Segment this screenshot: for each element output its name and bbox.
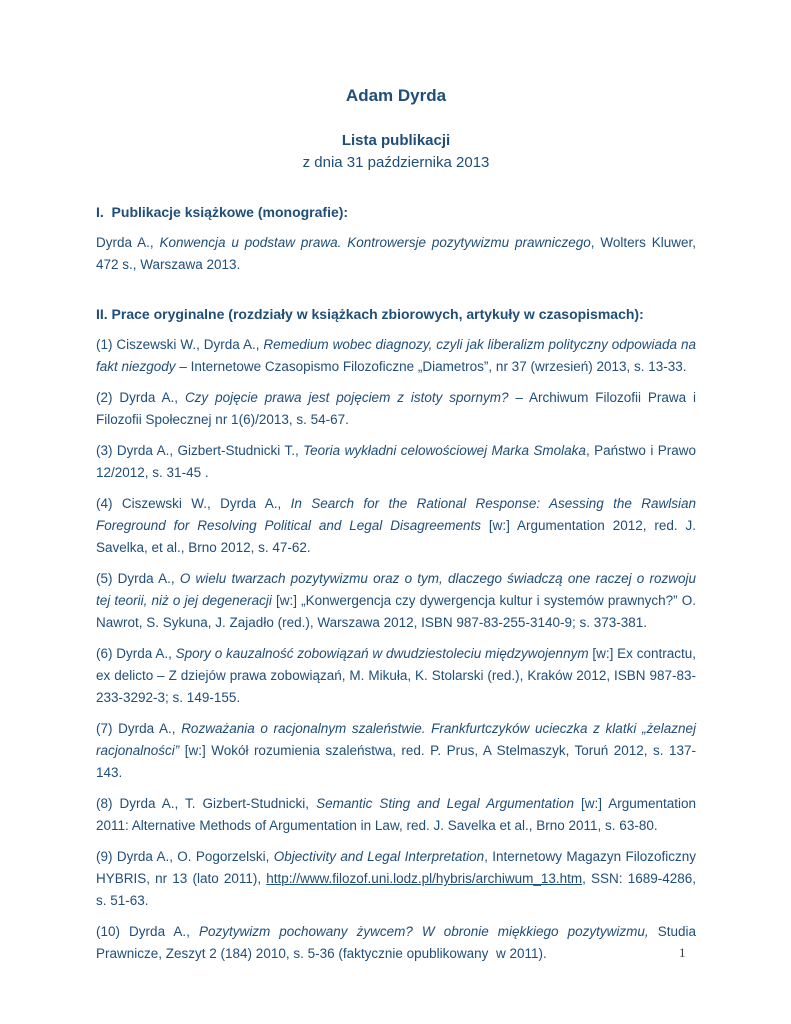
publication-text: [w:] Wokół rozumienia szaleństwa, red. P. Prus, A Stelmaszyk, Toruń 2012, s. 137-143. xyxy=(96,743,696,780)
section-heading: II. Prace oryginalne (rozdziały w książkach zbiorowych, artykuły w czasopismach): xyxy=(96,306,644,322)
publication-text: , Państwo i Prawo 12/2012, s. 31-45 . xyxy=(96,443,696,480)
publication-title: Rozważania o racjonalnym szaleństwie. Frankfurtczyków ucieczka z klatki „żelaznej racjonalności” xyxy=(96,721,696,758)
publication-title: Objectivity and Legal Interpretation xyxy=(273,849,485,864)
publication-text: (10) Dyrda A., xyxy=(96,924,199,939)
publication-text: (8) Dyrda A., T. Gizbert-Studnicki, xyxy=(96,796,317,811)
publication-item xyxy=(96,718,696,784)
publication-text: – Internetowe Czasopismo Filozoficzne „Diametros”, nr 37 (wrzesień) 2013, s. 13-33. xyxy=(175,359,687,374)
publication-text: (7) Dyrda A., xyxy=(96,721,182,736)
publication-text: (4) Ciszewski W., Dyrda A., xyxy=(96,496,291,511)
publication-title: Czy pojęcie prawa jest pojęciem z istoty spornym? xyxy=(184,390,509,405)
document-content xyxy=(96,86,696,965)
publication-item xyxy=(96,387,696,431)
document-date: z dnia 31 października 2013 xyxy=(302,154,490,171)
publication-title: Remedium wobec diagnozy, czyli jak liberalizm polityczny odpowiada na fakt niezgody xyxy=(96,337,697,374)
author-name: Adam Dyrda xyxy=(345,86,447,105)
publication-link[interactable]: http://www.filozof.uni.lodz.pl/hybris/archiwum_13.htm xyxy=(266,871,583,886)
publication-item xyxy=(96,493,696,559)
publication-text: , Internetowy Magazyn Filozoficzny HYBRIS, nr 13 (lato 2011), xyxy=(96,849,696,886)
publication-text: [w:] Ex contractu, ex delicto – Z dziejów prawa zobowiązań, M. Mikuła, K. Stolarski (red.), Kraków 2012, ISBN 987-83-233-3292-3; s. 149-155. xyxy=(96,646,696,705)
publication-text: Dyrda A., xyxy=(96,235,160,250)
publication-title: Konwencja u podstaw prawa. Kontrowersje pozytywizmu prawniczego xyxy=(159,235,591,250)
publication-text: , Wolters Kluwer, 472 s., Warszawa 2013. xyxy=(96,235,696,272)
publication-title: Semantic Sting and Legal Argumentation xyxy=(316,796,574,811)
publication-text: Studia Prawnicze, Zeszyt 2 (184) 2010, s. 5-36 (faktycznie opublikowany w 2011). xyxy=(96,924,696,961)
publication-title: O wielu twarzach pozytywizmu oraz o tym, dlaczego świadczą one raczej o rozwoju tej teorii, niż o jej degeneracji xyxy=(96,571,696,608)
publication-text: (6) Dyrda A., xyxy=(96,646,176,661)
publication-text: (2) Dyrda A., xyxy=(96,390,185,405)
publication-item xyxy=(96,568,696,634)
publication-text: (1) Ciszewski W., Dyrda A., xyxy=(96,337,264,352)
page-number: 1 xyxy=(679,945,686,960)
publication-item xyxy=(96,334,696,378)
publication-text: (3) Dyrda A., Gizbert-Studnicki T., xyxy=(96,443,304,458)
publication-item xyxy=(96,846,696,912)
publication-item xyxy=(96,232,696,276)
publication-sections xyxy=(96,201,696,965)
publication-text: [w:] Argumentation 2012, red. J. Savelka, et al., Brno 2012, s. 47-62. xyxy=(96,518,696,555)
publication-text: (9) Dyrda A., O. Pogorzelski, xyxy=(96,849,274,864)
publication-item xyxy=(96,440,696,484)
publication-item xyxy=(96,793,696,837)
publication-title: In Search for the Rational Response: Asessing the Rawlsian Foreground for Resolving Political and Legal Disagreements xyxy=(96,496,697,533)
publication-title: Spory o kauzalność zobowiązań w dwudziestoleciu międzywojennym xyxy=(175,646,589,661)
publication-item xyxy=(96,921,696,965)
section-heading: I. Publikacje książkowe (monografie): xyxy=(96,204,349,220)
publication-text: [w:] Argumentation 2011: Alternative Methods of Argumentation in Law, red. J. Savelka et al., Brno 2011, s. 63-80. xyxy=(96,796,697,833)
publication-text: [w:] „Konwergencja czy dywergencja kultur i systemów prawnych?” O. Nawrot, S. Sykuna, J. Zajadło (red.), Warszawa 2012, ISBN 987-83-255-3140-9; s. 373-381. xyxy=(96,593,697,630)
publication-title: Teoria wykładni celowościowej Marka Smolaka xyxy=(303,443,586,458)
publication-item xyxy=(96,643,696,709)
publication-text: (5) Dyrda A., xyxy=(96,571,180,586)
document-title: Lista publikacji xyxy=(341,132,451,149)
publication-text: – Archiwum Filozofii Prawa i Filozofii Społecznej nr 1(6)/2013, s. 54-67. xyxy=(96,390,696,427)
publication-text: , SSN: 1689-4286, s. 51-63. xyxy=(96,871,697,908)
publication-title: Pozytywizm pochowany żywcem? W obronie miękkiego pozytywizmu, xyxy=(198,924,649,939)
